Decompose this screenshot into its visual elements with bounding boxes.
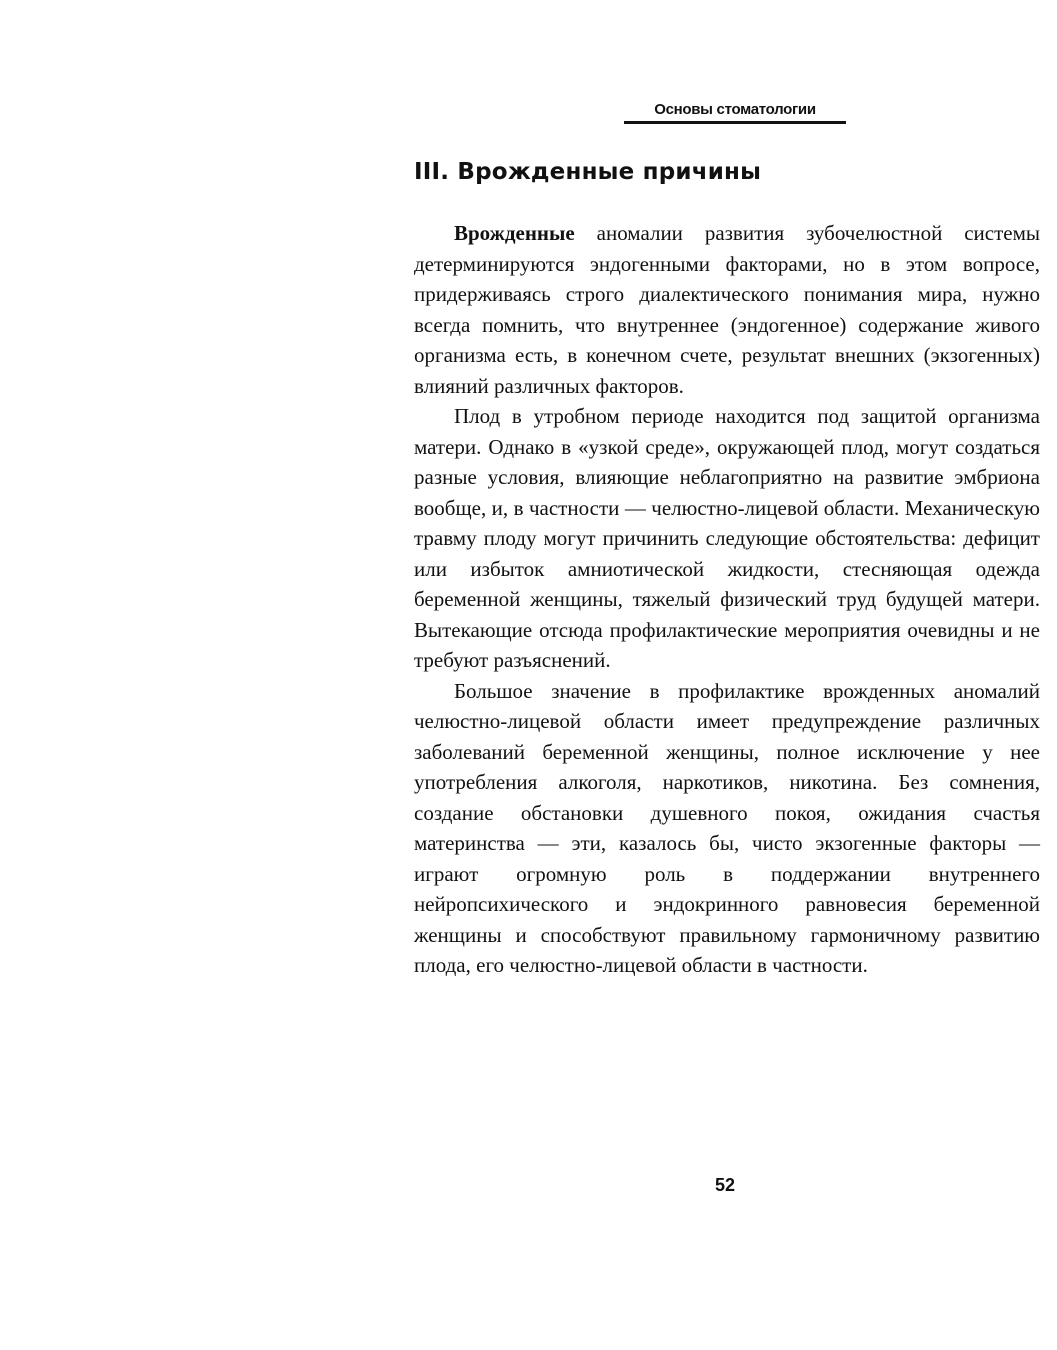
paragraph-3 xyxy=(414,676,1040,981)
running-header: Основы стоматологии xyxy=(654,101,816,118)
section-heading: III. Врожденные причины xyxy=(414,159,762,185)
header-rule xyxy=(624,121,846,124)
paragraph-2 xyxy=(414,401,1040,676)
paragraph-1-lead: Врожденные xyxy=(454,221,575,245)
paragraph-2-text: Плод в утробном периоде находится под защитой организма матери. Однако в «узкой среде», окружающей плод, могут создаться разные условия, влияющие неблагоприятно на развитие эмбриона вообще, и, в частности — челюстно-лицевой области. Механическую травму плоду могут причинить следующие обстоятельства: дефицит или избыток амниотической жидкости, стесняющая одежда беременной женщины, тяжелый физический труд будущей матери. Вытекающие отсюда профилактические мероприятия очевидны и не требуют разъяснений. xyxy=(414,404,1040,672)
paragraph-1-text: аномалии развития зубочелюстной системы детерминируются эндогенными факторами, но в этом вопросе, придерживаясь строго диалектического понимания мира, нужно всегда помнить, что внутреннее (эндогенное) содержание живого организма есть, в конечном счете, результат внешних (экзогенных) влияний различных факторов. xyxy=(414,221,1040,398)
paragraph-1 xyxy=(414,218,1040,401)
paragraph-3-text: Большое значение в профилактике врожденных аномалий челюстно-лицевой области имеет предупреждение различных заболеваний беременной женщины, полное исключение у нее употребления алкоголя, наркотиков, никотина. Без сомнения, создание обстановки душевного покоя, ожидания счастья материнства — эти, казалось бы, чисто экзогенные факторы — играют огромную роль в поддержании внутреннего нейропсихического и эндокринного равновесия беременной женщины и способствуют правильному гармоничному развитию плода, его челюстно-лицевой области в частности. xyxy=(414,678,1040,977)
body-text xyxy=(414,218,1040,981)
page-number: 52 xyxy=(714,1175,736,1195)
